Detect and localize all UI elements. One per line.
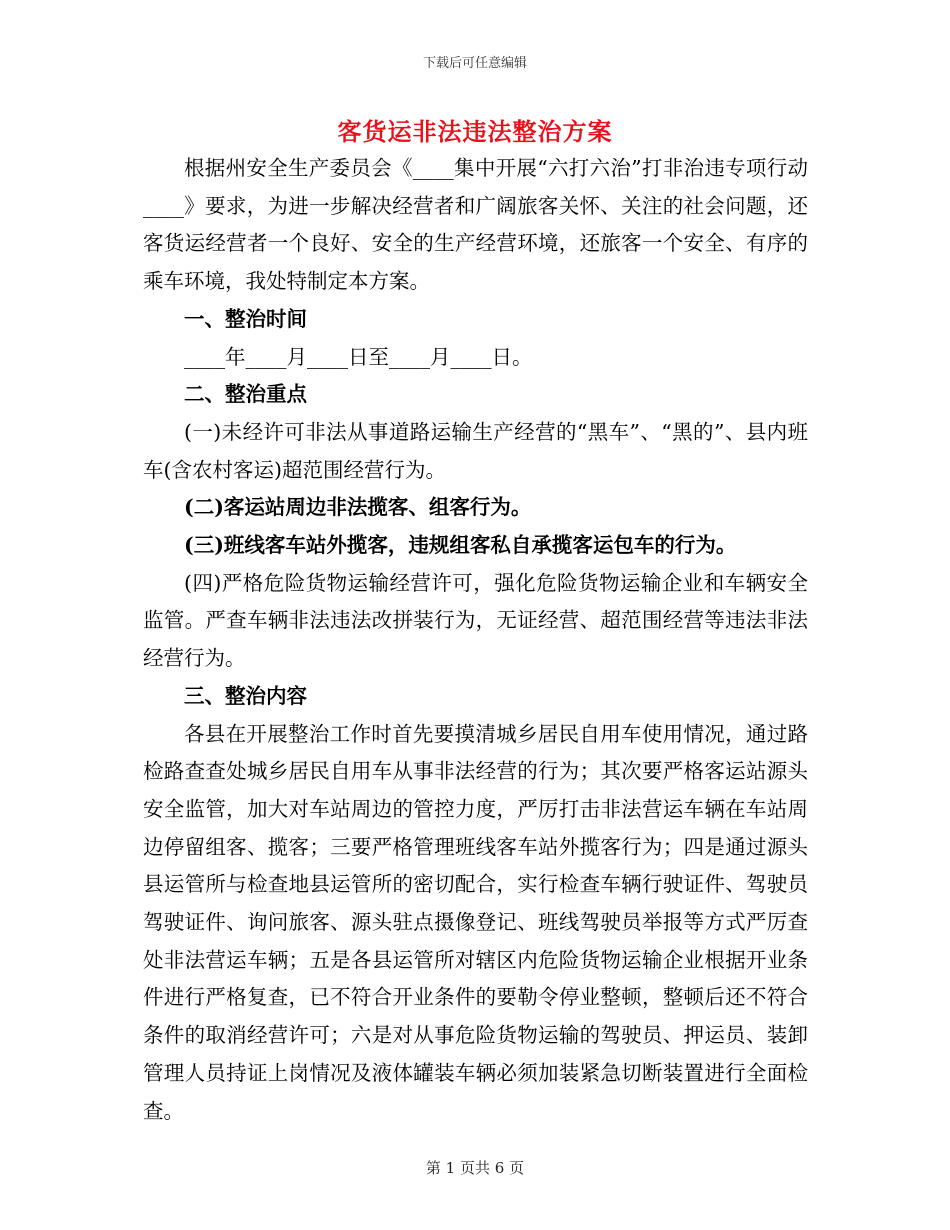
- time-range-paragraph: ____年____月____日至____月____日。: [184, 344, 533, 369]
- focus-item-3: (三)班线客车站外揽客，违规组客私自承揽客运包车的行为。: [184, 533, 737, 558]
- page-indicator: 第 1 页共 6 页: [425, 1159, 525, 1177]
- focus-item-2: (二)客运站周边非法揽客、组客行为。: [184, 495, 532, 520]
- header-note: 下载后可任意编辑: [422, 56, 527, 71]
- section-heading-content: 三、整治内容: [184, 683, 307, 708]
- section-heading-time: 一、整治时间: [184, 306, 307, 331]
- document-body: [143, 150, 808, 1130]
- focus-item-1: (一)未经许可非法从事道路运输生产经营的“黑车”、“黑的”、县内班车(含农村客运)超范围经营行为。: [143, 419, 808, 482]
- section-heading-focus: 二、整治重点: [184, 382, 307, 407]
- intro-paragraph: 根据州安全生产委员会《____集中开展“六打六治”打非治违专项行动____》要求，为进一步解决经营者和广阔旅客关怀、关注的社会问题，还客货运经营者一个良好、安全的生产经营环境，还旅客一个安全、有序的乘车环境，我处特制定本方案。: [143, 156, 808, 294]
- focus-item-4: (四)严格危险货物运输经营许可，强化危险货物运输企业和车辆安全监管。严查车辆非法违法改拼装行为，无证经营、超范围经营等违法非法经营行为。: [143, 570, 808, 671]
- document-title: 客货运非法违法整治方案: [337, 117, 613, 146]
- content-paragraph: 各县在开展整治工作时首先要摸清城乡居民自用车使用情况，通过路检路查查处城乡居民自用车从事非法经营的行为；其次要严格客运站源头安全监管，加大对车站周边的管控力度，严厉打击非法营运车辆在车站周边停留组客、揽客；三要严格管理班线客车站外揽客行为；四是通过源头县运管所与检查地县运管所的密切配合，实行检查车辆行驶证件、驾驶员驾驶证件、询问旅客、源头驻点摄像登记、班线驾驶员举报等方式严厉查处非法营运车辆；五是各县运管所对辖区内危险货物运输企业根据开业条件进行严格复查，已不符合开业条件的要勒令停业整顿，整顿后还不符合条件的取消经营许可；六是对从事危险货物运输的驾驶员、押运员、装卸管理人员持证上岗情况及液体罐装车辆必须加装紧急切断装置进行全面检查。: [143, 721, 808, 1123]
